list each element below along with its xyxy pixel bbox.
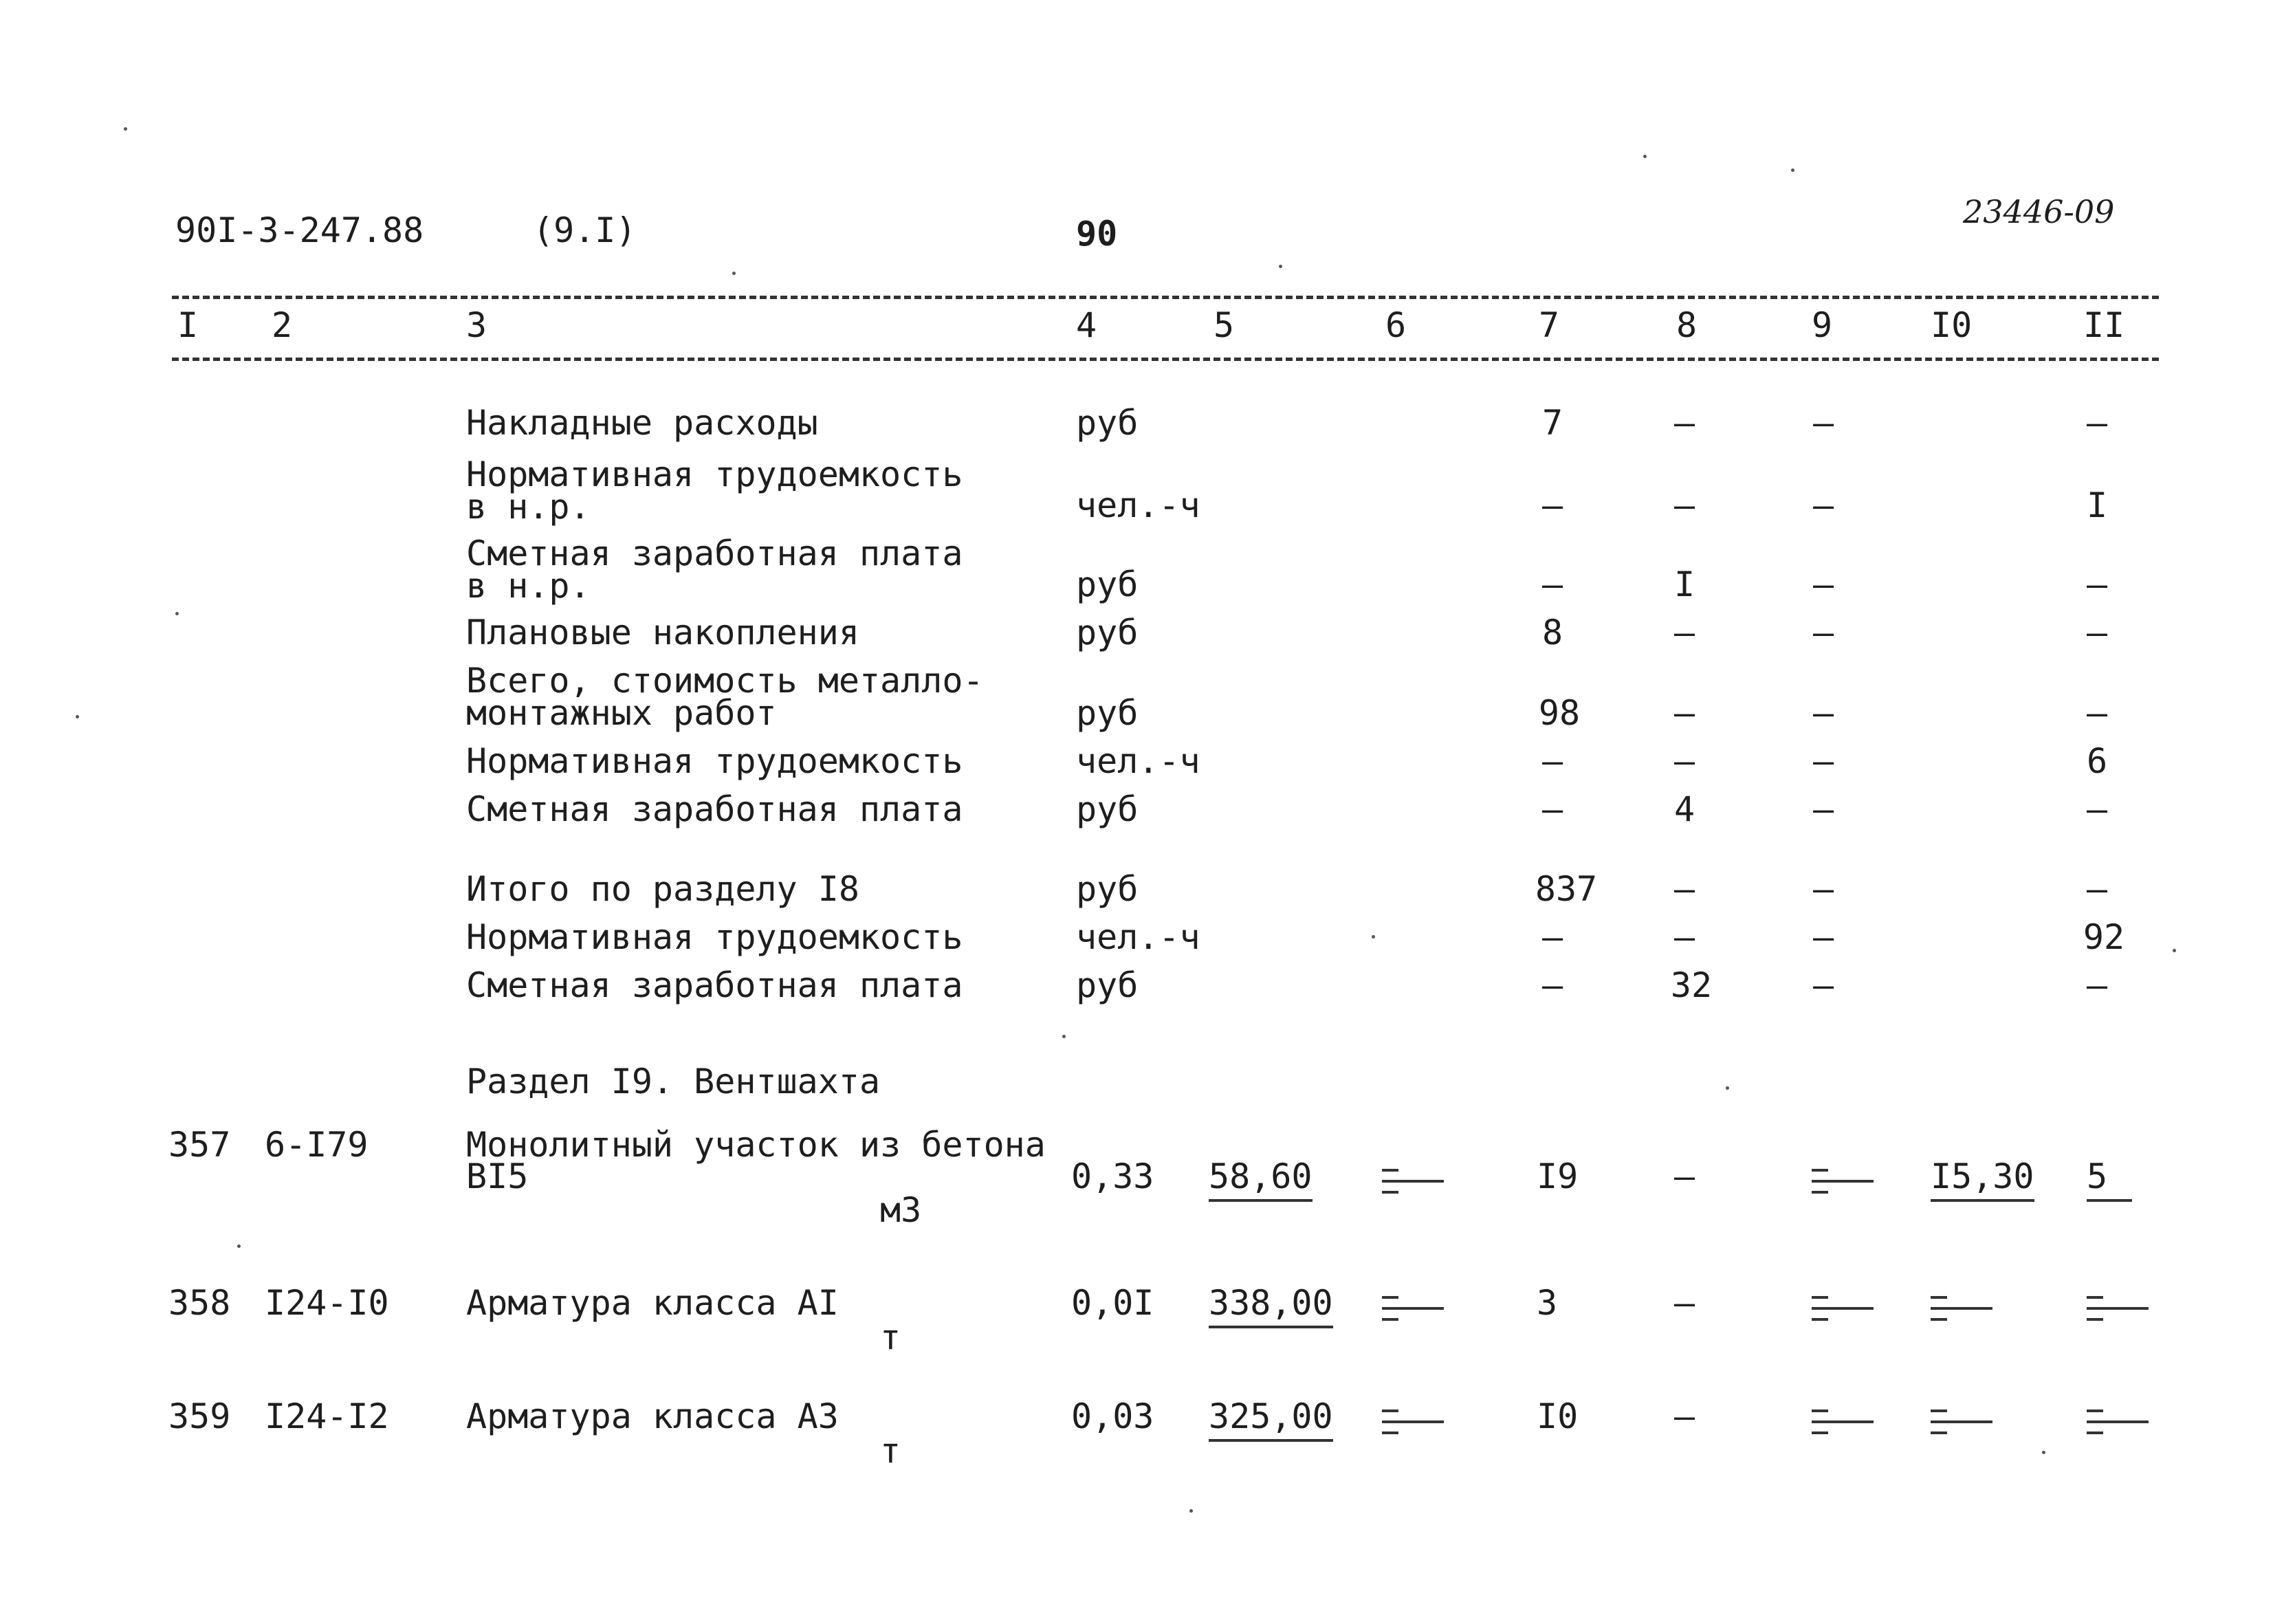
row-name: Нормативная трудоемкость [466, 917, 963, 957]
row-col9: – [1812, 564, 1834, 604]
scan-speck [1372, 935, 1375, 939]
scan-speck [1643, 155, 1647, 158]
item-code: I24-I0 [265, 1283, 389, 1323]
row-col8: 4 [1673, 789, 1695, 829]
row-col9: – [1812, 613, 1834, 652]
scan-speck [1791, 168, 1794, 172]
empty-fraction-col11 [2087, 1409, 2149, 1444]
row-col11: – [2086, 564, 2108, 604]
row-col8: – [1673, 741, 1695, 781]
scan-speck [76, 715, 79, 718]
col-header-9: 9 [1812, 305, 1833, 345]
scan-speck [2173, 949, 2176, 952]
empty-fraction-col9 [1812, 1409, 1874, 1444]
row-col9: – [1812, 789, 1834, 829]
item-unit: м3 [880, 1190, 922, 1230]
row-unit: руб [1076, 693, 1139, 733]
col-header-7: 7 [1539, 305, 1560, 345]
scan-speck [237, 1244, 241, 1248]
row-col9: – [1812, 403, 1834, 443]
item-name-line1: Монолитный участок из бетона [466, 1125, 1046, 1165]
row-col8: – [1673, 869, 1695, 909]
item-quantity: 0,0I [1071, 1283, 1154, 1323]
row-name-line1: Сметная заработная плата [466, 534, 963, 573]
row-unit: руб [1076, 789, 1139, 829]
doc-code: 90I-3-247.88 [175, 210, 424, 250]
item-col8: – [1673, 1283, 1695, 1323]
row-col7: – [1541, 789, 1563, 829]
row-name-line1: Нормативная трудоемкость [466, 454, 963, 494]
item-col11 [2087, 1156, 2132, 1196]
row-col9: – [1812, 741, 1834, 781]
row-col7: – [1541, 917, 1563, 957]
item-price-value: 58,60 [1209, 1156, 1313, 1202]
row-name-line1: Всего, стоимость металло- [466, 661, 984, 701]
row-col11: I [2086, 485, 2108, 525]
row-col7: – [1541, 741, 1563, 781]
item-number: 359 [168, 1396, 231, 1436]
scan-speck [1062, 1035, 1066, 1038]
col-header-11: II [2083, 305, 2125, 345]
row-name-line2: в н.р. [466, 566, 591, 606]
row-col11: – [2086, 965, 2108, 1005]
item-col11-value: 5 [2087, 1156, 2132, 1202]
section-title: Раздел I9. Вентшахта [466, 1062, 881, 1101]
row-col11: – [2086, 869, 2108, 909]
item-name-line1: Арматура класса A3 [466, 1396, 839, 1436]
row-col9: – [1812, 485, 1834, 525]
scan-speck [1189, 1509, 1193, 1513]
item-col8: – [1673, 1396, 1695, 1436]
item-quantity: 0,03 [1071, 1396, 1154, 1436]
empty-fraction-col6 [1382, 1409, 1444, 1444]
header-top-rule [172, 296, 2159, 299]
item-col7: I9 [1537, 1156, 1579, 1196]
row-col7: 7 [1541, 403, 1563, 443]
row-name: Плановые накопления [466, 613, 859, 652]
item-quantity: 0,33 [1071, 1156, 1154, 1196]
item-name-line2: BI5 [466, 1156, 529, 1196]
col-header-8: 8 [1676, 305, 1698, 345]
item-name-line1: Арматура класса AI [466, 1283, 839, 1323]
page-number: 90 [1076, 214, 1118, 254]
row-unit: чел.-ч [1076, 917, 1200, 957]
item-col10-value: I5,30 [1931, 1156, 2034, 1202]
row-col7: 8 [1541, 613, 1563, 652]
row-col9: – [1812, 869, 1834, 909]
empty-fraction-col9 [1812, 1296, 1874, 1330]
empty-fraction-col10 [1931, 1296, 1992, 1330]
col-header-4: 4 [1076, 305, 1097, 345]
empty-fraction-col6 [1382, 1296, 1444, 1330]
row-unit: чел.-ч [1076, 485, 1200, 525]
col-header-10: I0 [1931, 305, 1973, 345]
row-col7: – [1541, 564, 1563, 604]
row-name: Сметная заработная плата [466, 965, 963, 1005]
item-price [1209, 1156, 1313, 1196]
row-col11: 6 [2086, 741, 2108, 781]
empty-fraction-col9 [1812, 1169, 1874, 1203]
item-number: 357 [168, 1125, 231, 1165]
item-col7: 3 [1537, 1283, 1558, 1323]
item-col7: I0 [1537, 1396, 1579, 1436]
empty-fraction-col6 [1382, 1169, 1444, 1203]
item-price [1209, 1396, 1333, 1436]
row-name: Сметная заработная плата [466, 789, 963, 829]
item-number: 358 [168, 1283, 231, 1323]
row-name: Накладные расходы [466, 403, 818, 443]
row-name-line2: в н.р. [466, 487, 591, 527]
row-col11: – [2086, 789, 2108, 829]
row-col11: – [2086, 403, 2108, 443]
row-col7: – [1541, 485, 1563, 525]
row-name: Итого по разделу I8 [466, 869, 859, 909]
row-unit: чел.-ч [1076, 741, 1200, 781]
row-name-line2: монтажных работ [466, 693, 777, 733]
row-col8: – [1673, 403, 1695, 443]
item-price [1209, 1283, 1333, 1323]
scan-speck [175, 612, 179, 615]
row-name: Нормативная трудоемкость [466, 741, 963, 781]
row-unit: руб [1076, 869, 1139, 909]
item-price-value: 325,00 [1209, 1396, 1333, 1442]
col-header-6: 6 [1385, 305, 1407, 345]
row-col9: – [1812, 693, 1834, 733]
item-unit: т [880, 1431, 901, 1471]
row-col8: – [1673, 613, 1695, 652]
col-header-3: 3 [466, 305, 487, 345]
row-unit: руб [1076, 403, 1139, 443]
row-col9: – [1812, 965, 1834, 1005]
row-col9: – [1812, 917, 1834, 957]
col-header-5: 5 [1214, 305, 1235, 345]
row-col11: – [2086, 613, 2108, 652]
row-col8: I [1673, 564, 1695, 604]
handwritten-number: 23446-09 [1963, 193, 2115, 230]
row-unit: руб [1076, 613, 1139, 652]
row-col11: 92 [2083, 917, 2125, 957]
item-unit: т [880, 1317, 901, 1357]
scan-speck [124, 127, 127, 131]
section-number: (9.I) [533, 210, 637, 250]
row-col11: – [2086, 693, 2108, 733]
scan-speck [1279, 265, 1282, 268]
row-col7: 837 [1535, 869, 1598, 909]
row-col8: – [1673, 917, 1695, 957]
col-header-2: 2 [272, 305, 293, 345]
scan-speck [1726, 1086, 1729, 1090]
item-code: I24-I2 [265, 1396, 389, 1436]
item-col10 [1931, 1156, 2034, 1196]
row-col8: 32 [1670, 965, 1713, 1005]
header-bottom-rule [172, 358, 2159, 361]
row-col7: 98 [1538, 693, 1581, 733]
col-header-1: I [177, 305, 199, 345]
row-col7: – [1541, 965, 1563, 1005]
empty-fraction-col10 [1931, 1409, 1992, 1444]
item-price-value: 338,00 [1209, 1283, 1333, 1328]
row-col8: – [1673, 485, 1695, 525]
item-code: 6-I79 [265, 1125, 369, 1165]
row-unit: руб [1076, 564, 1139, 604]
row-col8: – [1673, 693, 1695, 733]
row-unit: руб [1076, 965, 1139, 1005]
scan-speck [732, 272, 736, 275]
item-col8: – [1673, 1156, 1695, 1196]
empty-fraction-col11 [2087, 1296, 2149, 1330]
scan-speck [2042, 1451, 2045, 1454]
